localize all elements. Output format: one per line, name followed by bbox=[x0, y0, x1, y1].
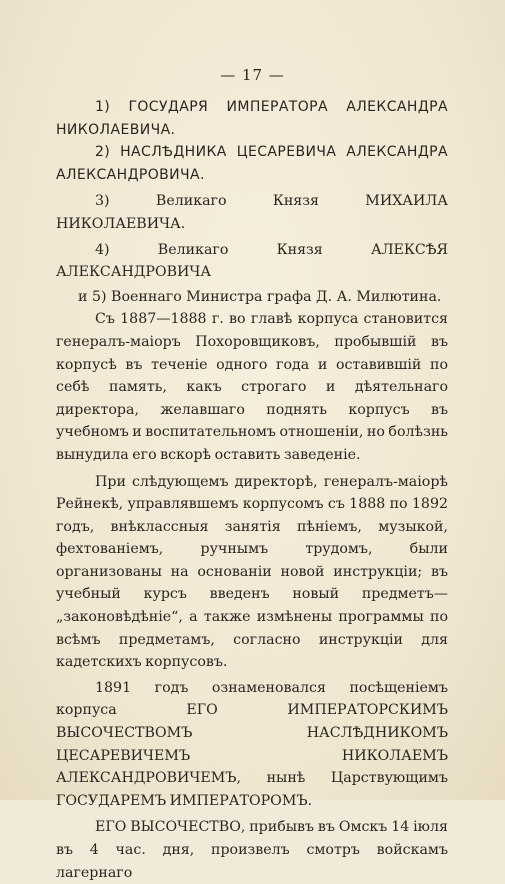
paragraph: ЕГО ВЫСОЧЕСТВО, прибывъ въ Омскъ 14 іюля въ 4 час. дня, произвелъ смотръ войскамъ лагернаго bbox=[56, 819, 448, 881]
page-number: — 17 — bbox=[220, 66, 285, 84]
paragraph: При слѣдующемъ директорѣ, генералъ-маіорѣ Рейнекѣ, управлявшемъ корпусомъ съ 1888 по 1892 годъ, внѣклассныя занятія пѣніемъ, музыкой, фехтованіемъ, ручнымъ трудомъ, были организованы на основаніи новой инструкціи; въ учебный курсъ введенъ новый предметъ—„законовѣдѣніе“, а также измѣнены программы по всѣмъ предметамъ, согласно инструкціи для кадетскихъ корпусовъ. bbox=[56, 473, 448, 671]
page-text bbox=[56, 96, 448, 884]
list-item: 3) Великаго Князя МИХАИЛА НИКОЛАЕВИЧА. bbox=[56, 193, 448, 232]
list-item: 1) ГОСУДАРЯ ИМПЕРАТОРА АЛЕКСАНДРА НИКОЛАЕВИЧА. bbox=[56, 99, 448, 138]
list-item: 4) Великаго Князя АЛЕКСѢЯ АЛЕКСАНДРОВИЧА bbox=[56, 241, 448, 281]
list-item: 2) НАСЛѢДНИКА ЦЕСАРЕВИЧА АЛЕКСАНДРА АЛЕКСАНДРОВИЧА. bbox=[56, 144, 448, 183]
list-item: и 5) Военнаго Министра графа Д. А. Милютина. bbox=[78, 288, 442, 305]
paragraph: Съ 1887—1888 г. во главѣ корпуса становится генералъ-маіоръ Похоровщиковъ, пробывшій въ корпусѣ въ теченіе одного года и оставившій по себѣ память, какъ строгаго и дѣятельнаго директора, желавшаго поднять корпусъ въ учебномъ и воспитательномъ отношеніи, но болѣзнь вынудила его вскорѣ оставить заведеніе. bbox=[56, 311, 448, 463]
paragraph: 1891 годъ ознаменовался посѣщеніемъ корпуса ЕГО ИМПЕРАТОРСКИМЪ ВЫСОЧЕСТВОМЪ НАСЛѢДНИКОМЪ ЦЕСАРЕВИЧЕМЪ НИКОЛАЕМЪ АЛЕКСАНДРОВИЧЕМЪ, нынѣ Царствующимъ ГОСУДАРЕМЪ ИМПЕРАТОРОМЪ. bbox=[56, 679, 448, 809]
